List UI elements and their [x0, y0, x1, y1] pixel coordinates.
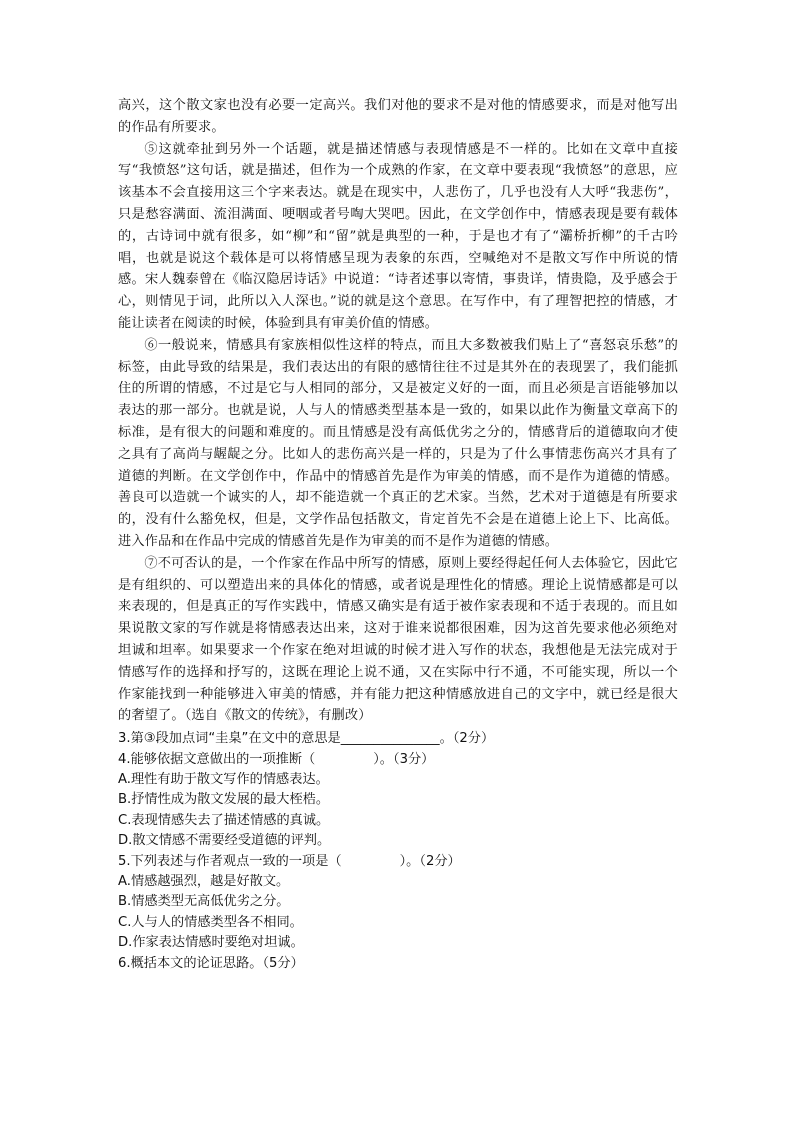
answer-blank: _______________ — [340, 731, 440, 747]
paragraph-6: ⑥一般说来，情感具有家族相似性这样的特点，而且大多数被我们贴上了“喜怒哀乐愁”的标签，由此导致的结果是，我们表达出的有限的感情往往不过是其外在的表现罢了，我们能抓住的所谓的情感，不过是它与人相同的部分，又是被定义好的一面，而且必须是言语能够加以表达的那一部分。也就是说，人与人的情感类型基本是一致的，如果以此作为衡量文章高下的标准，是有很大的问题和难度的。而且情感是没有高低优劣之分的，情感背后的道德取向才使之具有了高尚与龌龊之分。比如人的悲伤高兴是一样的，只是为了什么事情悲伤高兴才具有了道德的判断。在文学创作中，作品中的情感首先是作为审美的情感，而不是作为道德的情感。善良可以造就一个诚实的人，却不能造就一个真正的艺术家。当然，艺术对于道德是有所要求的，没有什么豁免权，但是，文学作品包括散文，肯定首先不会是在道德上论上下、比高低。进入作品和在作品中完成的情感首先是作为审美的而不是作为道德的情感。 — [118, 337, 678, 549]
paragraph-5: ⑤这就牵扯到另外一个话题，就是描述情感与表现情感是不一样的。比如在文章中直接写“我愤怒”这句话，就是描述，但作为一个成熟的作家，在文章中要表现“我愤怒”的意思，应该基本不会直接用这三个字来表达。就是在现实中，人悲伤了，几乎也没有人大呼“我悲伤”，只是愁容满面、流泪满面、哽咽或者号啕大哭吧。因此，在文学创作中，情感表现是要有载体的，古诗词中就有很多，如“柳”和“留”就是典型的一种，于是也才有了“灞桥折柳”的千古吟唱，也就是说这个载体是可以将情感呈现为表象的东西，空喊绝对不是散文写作中所说的情感。宋人魏泰曾在《临汉隐居诗话》中说道：“诗者述事以寄情，事贵详，情贵隐，及乎感会于心，则情见于词，此所以入人深也。”说的就是这个意思。在写作中，有了理智把控的情感，才能让读者在阅读的时候，体验到具有审美价值的情感。 — [118, 141, 678, 331]
question-5-option-c: C.人与人的情感类型各不相同。 — [118, 914, 303, 930]
document-page — [118, 95, 678, 974]
question-4 — [118, 750, 678, 770]
question-5 — [118, 852, 678, 872]
question-5-option-d: D.作家表达情感时要绝对坦诚。 — [118, 935, 304, 951]
question-5-score: ）。（2分） — [399, 853, 461, 869]
paragraph-continued: 高兴，这个散文家也没有必要一定高兴。我们对他的要求不是对他的情感要求，而是对他写出的作品有所要求。 — [118, 98, 678, 135]
question-5-stem: 5.下列表述与作者观点一致的一项是（ — [118, 853, 342, 869]
paragraph-7: ⑦不可否认的是，一个作家在作品中所写的情感，原则上要经得起任何人去体验它，因此它是有组织的、可以塑造出来的具体化的情感，或者说是理性化的情感。理论上说情感都是可以来表现的，但是真正的写作实践中，情感又确实是有适于被作家表现和不适于表现的。而且如果说散文家的写作就是将情感表达出来，这对于谁来说都很困难，因为这首先要求他必须绝对坦诚和坦率。如果要求一个作家在绝对坦诚的时候才进入写作的状态，我想他是无法完成对于情感写作的选择和抒写的，这既在理论上说不通，又在实际中行不通，不可能实现，所以一个作家能找到一种能够进入审美的情感，并有能力把这种情感放进自己的文字中，就已经是很大的奢望了。（选自《散文的传统》，有删改） — [118, 555, 678, 724]
question-4-option-b: B.抒情性成为散文发展的最大桎梏。 — [118, 792, 330, 808]
question-4-stem: 4.能够依据文意做出的一项推断（ — [118, 751, 316, 767]
questions-section — [118, 729, 678, 974]
question-3 — [118, 729, 678, 749]
question-6: 6.概括本文的论证思路。（5分） — [118, 955, 304, 971]
article-body — [118, 95, 678, 727]
question-5-option-a: A.情感越强烈，越是好散文。 — [118, 873, 290, 889]
question-4-option-c: C.表现情感失去了描述情感的真诚。 — [118, 812, 330, 828]
question-3-score: 。（2分） — [439, 731, 495, 747]
question-4-score: ）。（3分） — [373, 751, 435, 767]
question-3-stem: 3.第③段加点词“圭臬”在文中的意思是 — [118, 731, 341, 747]
question-4-option-a: A.理性有助于散文写作的情感表达。 — [118, 771, 329, 787]
question-4-option-d: D.散文情感不需要经受道德的评判。 — [118, 833, 331, 849]
question-5-option-b: B.情感类型无高低优劣之分。 — [118, 894, 290, 910]
